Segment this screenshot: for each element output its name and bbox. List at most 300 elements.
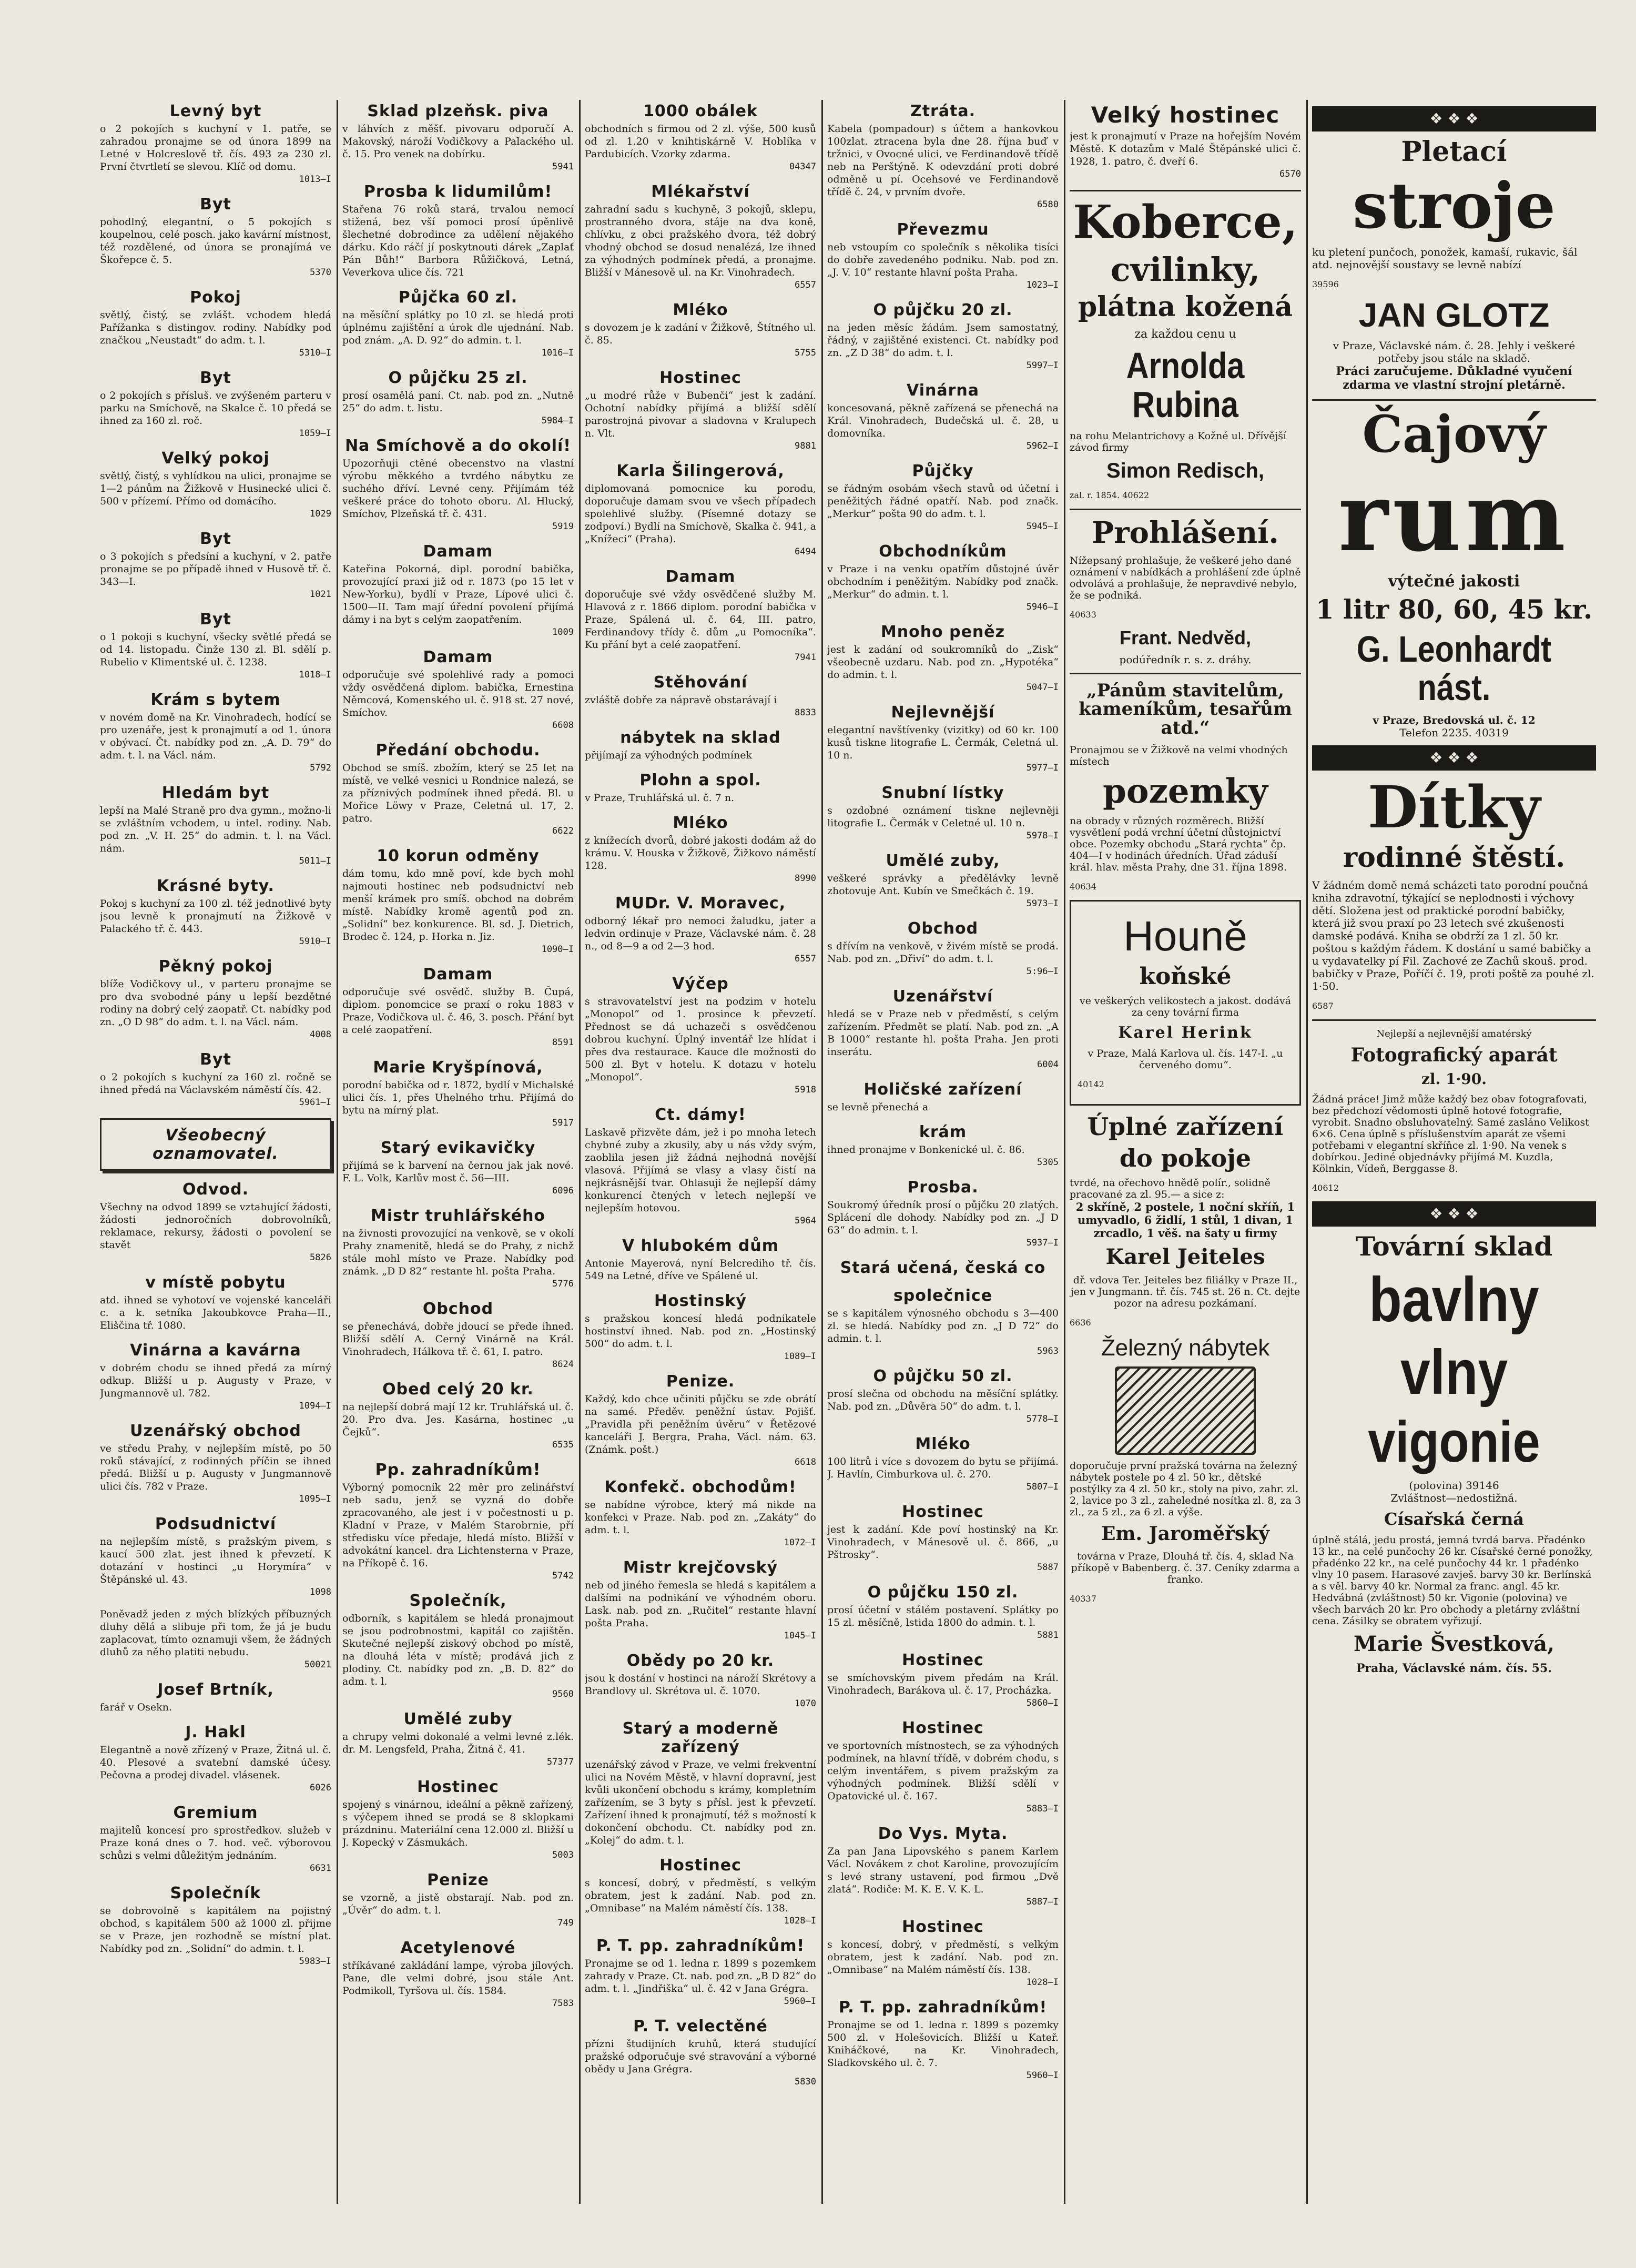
ad-ref: 5984—I: [541, 416, 574, 426]
ad-body: s ozdobné oznámení tiskne nejlevněji litografie L. Čermák v Celetné ul. 10 n.: [827, 805, 1059, 829]
column-6: [1312, 100, 1601, 2204]
ad-body: farář v Osekn.: [100, 1702, 172, 1713]
ad-title: Půjčka 60 zl.: [398, 288, 518, 307]
vigonie-sub: [1312, 1479, 1596, 1492]
divider: [1312, 1019, 1596, 1021]
ad-title: Podsudnictví: [155, 1515, 277, 1533]
ad-ref: 1018—I: [299, 670, 331, 680]
ad-body: o 2 pokojích s kuchyní v 1. patře, se zahradou pronajme se od února 1899 na Letné v Holcreslově tř. čís. 493 za 230 zl. První čtvrtletí se slevou. Klíč od domu.: [100, 123, 331, 173]
ad-body: na měsíční splátky po 10 zl. se hledá proti úplnému zajištění a úrok dle ujednání. Nab. pod znám. „A. D. 92“ do admin. t. l.: [342, 309, 574, 346]
zelezny-body: doporučuje první pražská továrna na železný nábytek postele po 4 zl. 50 kr., dětské postýlky za 4 zl. 50 kr., stoly na pivo, zahr. zl. 2, lavice po 3 zl., zaheledné nosítka zl. 8, za 3 zl., za 5 zl., za 6 zl. a výše.: [1070, 1460, 1301, 1518]
simon-year: zal. r. 1854.: [1070, 490, 1120, 501]
ad-ref: 5963: [1037, 1346, 1059, 1356]
column-3: [585, 100, 823, 2204]
ad-title: Umělé zuby,: [886, 852, 1000, 870]
ad-body: blíže Vodičkovy ul., v parteru pronajme se pro dva svobodné pány u lepší bezdětné rodiny na dobrý celý zaopatř. Ct. nabídky pod zn. „O D 98“ do adm. t. l. na Václ. nám.: [100, 978, 331, 1028]
pozemky-body: na obrady v různých rozměrech. Bližší vysvětlení podá vrchní účetní důstojnictví obce. Pozemky obchodu „Stará rychta“ čp. 404—I v hodinách úředních. Úřad záduší král. hlav. města Prahy, dne 31. října 1898.: [1070, 815, 1287, 873]
ad-ref: 4008: [310, 1029, 331, 1040]
ad-ref: 5860—I: [1026, 1698, 1059, 1708]
classified-ad: [827, 1825, 1059, 1908]
classified-ad: [827, 1367, 1059, 1425]
zarizeni-items: 2 skříně, 2 postele, 1 noční skříň, 1 umyvadlo, 6 židlí, 1 stůl, 1 divan, 1 zrcadlo, 1 věš. na šaty u firmy: [1075, 1200, 1295, 1240]
glotz-body: v Praze, Václavské nám. č. 28. Jehly i veškeré potřeby jsou stále na skladě.: [1333, 339, 1576, 364]
ad-body: Kabela (pompadour) s účtem a hankovkou 100zlat. ztracena byla dne 28. října buď v tržnici, v Ovocné ulici, ve Ferdinandově třídě neb na Perštýně. K odevzdání proti dobré odměně u pí. Ocehsové ve Ferdinandově třídě č. 24, v prvním dvoře.: [827, 123, 1059, 198]
ad-ref: 5960—I: [784, 1996, 816, 2007]
ad-body: o 2 pokojích s kuchyní za 160 zl. ročně se ihned předá na Václavském náměstí čís. 42.: [100, 1071, 331, 1096]
classified-ad: [100, 691, 331, 774]
classified-ad: [100, 1118, 331, 1171]
ad-body: pohodlný, elegantní, o 5 pokojích s koupelnou, celé posch. jako kavární místnost, též rozdělené, od února se pronajímá ve Škořepce č. 5.: [100, 216, 331, 266]
ad-ref: 5310—I: [299, 348, 331, 358]
classified-ad: [827, 623, 1059, 694]
ad-title: MUDr. V. Moravec,: [615, 894, 786, 913]
ad-ref: 7941: [795, 652, 816, 663]
ad-title: Hostinec: [417, 1778, 499, 1796]
ad-body: v láhvích z měšť. pivovaru odporučí A. Makovský, nároží Vodičkovy a Palackého ul. č. 15. Pro venek na dobírku.: [342, 123, 574, 160]
classified-ad: [100, 102, 331, 186]
classified-ad: [342, 1207, 574, 1290]
classified-ad: [585, 728, 816, 762]
ad-title: Konfekč. obchodům!: [604, 1478, 797, 1496]
classified-ad: [827, 1719, 1059, 1815]
pozemky-heading: pozemky: [1103, 771, 1268, 811]
leonhardt-tel-text: Telefon 2235.: [1399, 726, 1472, 739]
ad-title: Výčep: [672, 975, 729, 993]
pletaci-heading: Pletací: [1401, 136, 1507, 168]
ad-ref: 5887—I: [1026, 1897, 1059, 1907]
ad-body: Soukromý úředník prosí o půjčku 20 zlatých. Splácení dle dohody. Nabídky pod zn. „J D 63“ do admin. t. l.: [827, 1199, 1059, 1236]
ad-ref: 5910—I: [299, 936, 331, 947]
ad-title: Nejlevnější: [891, 703, 995, 722]
ad-ref: 1045—I: [784, 1631, 816, 1641]
ad-title: Stěhování: [653, 673, 748, 692]
ad-ref: 6557: [795, 280, 816, 290]
ad-body: Výborný pomocník 22 měr pro zelinářství neb sadu, jenž se vyzná do dobře zpracovaného, ale jest i v počestnosti u p. Kladní v Praze, v Malém Starobrnie, pří středisku více předaje, hledá místo. Bližší v advokátní kancel. dra Lichtensterna v Praze, na Příkopě č. 16.: [342, 1482, 574, 1569]
ad-body: s koncesí, dobrý, v předměstí, s velkým obratem, jest k zadání. Nab. pod zn. „Omnibase“ na Malém náměstí čís. 138.: [827, 1939, 1059, 1976]
em-body: továrna v Praze, Dlouhá tř. čís. 4, sklad Na příkopě v Babenberg. č. 37. Ceníky zdarma a franko.: [1071, 1551, 1300, 1586]
pozemky-ref: 40634: [1070, 881, 1096, 892]
ad-body: zvláště dobře za nápravě obstarávají i: [585, 694, 777, 706]
classified-ad: [342, 1058, 574, 1129]
ad-ref: 5003: [552, 1850, 574, 1860]
ad-title: V hlubokém dům: [622, 1237, 779, 1255]
classified-ad: [100, 784, 331, 867]
ad-title: Plohn a spol.: [639, 771, 761, 789]
ad-body: v dobrém chodu se ihned předá za mírný odkup. Bližší u p. Augusty v Praze, v Jungmannově ul. 782.: [100, 1362, 331, 1399]
ad-ref: 50021: [304, 1659, 331, 1670]
simon-redisch: Simon Redisch,: [1106, 459, 1265, 483]
classified-ad: [827, 1583, 1059, 1642]
ad-body: Antonie Mayerová, nyní Belcrediho tř. čís. 549 na Letné, dříve ve Spálené ul.: [585, 1258, 816, 1282]
ad-title: Mnoho peněz: [880, 623, 1005, 641]
ad-velky-hostinec: [1070, 102, 1301, 180]
classified-ad: [100, 1180, 331, 1264]
ad-title: Obchod: [422, 1300, 494, 1318]
classified-ad: [342, 965, 574, 1049]
rodinne-ref: 6587: [1312, 1000, 1334, 1011]
classified-ad: [100, 1608, 331, 1671]
rum-heading: rum: [1338, 461, 1570, 573]
ad-title: Převezmu: [897, 220, 989, 239]
zvlastnost: Zvláštnost—nedostižná.: [1390, 1491, 1518, 1504]
ad-body: se dobrovolně s kapitálem na pojistný obchod, s kapitálem 500 až 1000 zl. přijme se v Praze, jen rozhodně se místní plat. Nabídky pod zn. „Solidní“ do admin. t. l.: [100, 1905, 331, 1955]
classified-ad: [342, 1139, 574, 1197]
houne-body: ve veškerých velikostech a jakost. dodává za ceny tovární firma: [1079, 995, 1292, 1019]
classified-ad: [827, 1435, 1059, 1493]
jeiteles-body: dř. vdova Ter. Jeiteles bez filiálky v Praze II., jen v Jungmann. tř. čís. 745 st. 26 n. Ct. dejte pozor na adresu pozkámaní.: [1070, 1274, 1300, 1310]
ad-body: se nabídne výrobce, který má nikde na konfekci v Praze. Nab. pod zn. „Zakáty“ do adm. t. l.: [585, 1499, 816, 1536]
classified-ad: [100, 449, 331, 520]
ad-ref: 1059—I: [299, 428, 331, 439]
ad-title: Všeobecný oznamovatel.: [100, 1118, 331, 1171]
classified-ad: [827, 1178, 1059, 1249]
ad-ref: 6535: [552, 1440, 574, 1450]
classified-ad: [827, 784, 1059, 842]
ad-title: společnice: [893, 1287, 993, 1305]
ad-title: Starý evikavičky: [380, 1139, 536, 1157]
ad-ref: 6618: [795, 1457, 816, 1467]
vigonie-heading: vigonie: [1368, 1410, 1540, 1475]
em-ref: 40337: [1070, 1594, 1096, 1604]
ad-body: 100 litrů i více s dovozem do bytu se přijímá. J. Havlín, Cimburkova ul. č. 270.: [827, 1456, 1059, 1480]
ad-body: s stravovatelství jest na podzim v hotelu „Monopol“ od 1. prosince k převzetí. Přednost se dá uchazeči s osvědčenou dobrou kuchyní. Úplný inventář lze hlídat i přes dva restaurace. Kauce dle možnosti do 500 zl. Byt v hotelu. K dotazu v hotelu „Monopol“.: [585, 996, 816, 1083]
ad-title: Mistr krejčovský: [623, 1558, 778, 1577]
ad-body: Každý, kdo chce učiniti půjčku se zde obrátí na samé. Předěv. peněžní ústav. Pojišť. „Pravidla při peněžním úvěru“ v Řetězové kanceláři J. Bergra, Praha, Václ. nám. 63. (Známk. pošt.): [585, 1393, 816, 1455]
ad-title: Penize.: [666, 1372, 735, 1391]
ad-ref: 5919: [552, 521, 574, 532]
leonhardt-tel: [1312, 726, 1596, 739]
iron-bed-illustration: [1115, 1366, 1256, 1455]
classified-ad: [827, 919, 1059, 978]
ad-body: odborník, s kapitálem se hledá pronajmout se jsou podrobnostmi, kapitál co zajištěn. Skutečné nejlepší ziskový obchod po místě, na dlouhá léta v místě; prodává jich z plodiny. Ct. nabídky pod zn. „B. D. 82“ do adm. t. l.: [342, 1613, 574, 1687]
ad-body: se smíchovským pivem předám na Král. Vinohradech, Barákova ul. č. 17, Procházka.: [827, 1672, 1059, 1696]
ad-ref: 5937—I: [1026, 1238, 1059, 1248]
classified-ad: [827, 987, 1059, 1071]
tovarni-heading: Tovární sklad: [1355, 1230, 1553, 1262]
cajovy-heading: Čajový: [1362, 404, 1546, 464]
ad-ref: 1013—I: [299, 174, 331, 185]
ad-ref: 5792: [310, 763, 331, 773]
ad-body: dám tomu, kdo mně poví, kde bych mohl najmouti hostinec neb podsudnictví neb menší krámek pro smíš. obchod na dobrém místě. Nabídky kromě agentů pod zn. „Solidní“ bez konkurence. Bl. sd. J. Dietrich, Brodec č. 124, p. Horka n. Jiz.: [342, 868, 574, 943]
ad-title: Krám s bytem: [150, 691, 281, 709]
ad-title: Starý a moderně zařízený: [622, 1719, 779, 1756]
zarizeni-heading: Úplné zařízení: [1087, 1112, 1284, 1141]
classified-ad: [827, 1259, 1059, 1277]
ad-title: Mistr truhlářského: [370, 1207, 546, 1225]
ad-title: Byt: [200, 530, 231, 548]
ad-title: Karla Šilingerová,: [616, 462, 785, 480]
ad-ref: 8833: [795, 707, 816, 718]
ad-body: v Praze, Truhlářská ul. č. 7 n.: [585, 792, 735, 804]
stroje-ref: 39596: [1312, 279, 1339, 289]
classified-ad: [827, 462, 1059, 533]
karel-herink: Karel Herink: [1118, 1024, 1253, 1042]
ad-title: Acetylenové: [400, 1939, 516, 1957]
koberce-heading: Koberce,: [1073, 196, 1298, 249]
classified-ad: [342, 1778, 574, 1861]
classified-ad: [585, 1106, 816, 1227]
simon-ref-number: 40622: [1122, 490, 1150, 501]
ad-title: Byt: [200, 195, 231, 214]
ad-title: Hostinec: [902, 1719, 984, 1737]
ad-body: ve sportovních místnostech, se za výhodných podmínek, na hlavní třídě, v dobrém chodu, s celým inventářem, s pivem pražským za výhodných podmínek. Bližší sdělí v Opatovické ul. č. 167.: [827, 1740, 1059, 1802]
leonhardt-ref: 40319: [1475, 726, 1509, 739]
classified-ad: [827, 381, 1059, 452]
classified-ad: [100, 1422, 331, 1505]
ad-body: Upozorňuji ctěné obecenstvo na vlastní výrobu měkkého a tvrdého nábytku ze suchého dříví. Levné ceny. Přijímám též veškeré práce do tohoto oboru. Al. Hlucký, Smíchov, Plzeňská tř. č. 431.: [342, 458, 574, 520]
ad-body: v novém domě na Kr. Vinohradech, hodící se pro uzenáře, jest k pronajmutí a od 1. února v obývací. Čt. nabídky pod zn. „A. D. 79“ do adm. t. l. na Václ. nám.: [100, 712, 331, 761]
ad-ref: 1095—I: [299, 1494, 331, 1504]
ad-ref: 6608: [552, 720, 574, 731]
ad-body: majitelů koncesí pro sprostředkov. služeb v Praze koná dnes o 7. hod. več. výborovou schůzi s velmi důležitým jednáním.: [100, 1825, 331, 1861]
ad-ref: 1021: [310, 589, 331, 600]
divider: [1070, 190, 1301, 191]
classified-ad: [827, 1651, 1059, 1709]
jan-glotz: JAN GLOTZ: [1358, 296, 1550, 334]
ad-body: jsou k dostání v hostinci na nároží Skrétovy a Brandlovy ul. Skrétova ul. č. 1070.: [585, 1673, 816, 1697]
ad-title: Velký pokoj: [161, 449, 270, 468]
ad-title: Mléko: [673, 301, 728, 319]
ad-title: Uzenářství: [892, 987, 993, 1006]
ad-ref: 6580: [1037, 199, 1059, 210]
ad-body: ve středu Prahy, v nejlepším místě, po 50 roků stávající, z rodinných příčin se ihned předá. Bližší u p. Augusty v Jungmannově ulici čís. 782 v Praze.: [100, 1443, 331, 1492]
classified-ad: [100, 1680, 331, 1714]
ad-ref: 8990: [795, 873, 816, 884]
panum-heading: „Pánům stavitelům, kameníkům, tesařům atd.“: [1079, 680, 1292, 739]
ad-ref: 5918: [795, 1085, 816, 1095]
ad-title: Na Smíchově a do okolí!: [345, 437, 571, 455]
classified-ad: [585, 771, 816, 804]
ad-body: odborný lékař pro nemoci žaludku, jater a ledvin ordinuje v Praze, Václavské nám. č. 28 n., od 8—9 a od 2—3 hod.: [585, 915, 816, 952]
platna-heading: plátna kožená: [1078, 291, 1293, 323]
ad-body: z knížecích dvorů, dobré jakosti dodám až do krámu. V. Houska v Žižkově, Žižkovo náměstí 128.: [585, 835, 816, 872]
karel-jeiteles: Karel Jeiteles: [1105, 1244, 1265, 1270]
ad-title: Hostinský: [654, 1292, 747, 1310]
ad-ref: 5977—I: [1026, 763, 1059, 773]
ad-title: Damam: [665, 568, 736, 586]
ad-title: v místě pobytu: [145, 1273, 286, 1292]
classified-ad: [342, 741, 574, 837]
zelezny-heading: Železný nábytek: [1101, 1335, 1270, 1361]
ad-body: Kateřina Pokorná, dipl. porodní babička, provozující praxi již od r. 1873 (po 15 let v New-Yorku), bydlí v Praze, Lípové ulici č. 1500—II. Tam mají úřední povolení přijímá dámy i na byt s celým zaopatřením.: [342, 563, 574, 625]
ad-title: Byt: [200, 369, 231, 387]
koberce-body: na rohu Melantrichovy a Kožné ul. Dřívější závod firmy: [1070, 430, 1287, 454]
ad-ref: 5997—I: [1026, 360, 1059, 371]
ad-body: neb od jiného řemesla se hledá s kapitálem a dalšími na podnikání ve výhodném oboru. Lask. nab. pod zn. „Ručitel“ restante hlavní pošta Praha.: [585, 1580, 816, 1629]
classified-ad: [585, 2017, 816, 2088]
ad-body: prosí slečna od obchodu na měsíční splátky. Nab. pod zn. „Důvěra 50“ do adm. t. l.: [827, 1388, 1059, 1412]
classified-ad: [827, 102, 1059, 211]
classified-ad: [585, 1856, 816, 1927]
ad-body: ihned pronajme v Bonkenické ul. č. 86.: [827, 1144, 1025, 1156]
ornament-banner: ❖ ❖ ❖: [1312, 1201, 1596, 1227]
ad-body: atd. ihned se vyhotoví ve vojenské kanceláři c. a k. setníka Jakoubkovce Praha—II., Eliščina tř. 1080.: [100, 1294, 331, 1331]
classified-ad: [342, 648, 574, 732]
ad-title: Umělé zuby: [403, 1710, 513, 1728]
ad-body: doporučuje své vždy osvědčené služby M. Hlavová z r. 1866 diplom. porodní babička v Praze, Spálená ul. č. 64, III. patro, Ferdinandovy třídy č. dům „u Pomocníka“. Ku přání byt a celé zaopatření.: [585, 589, 816, 651]
ad-body: uzenářský závod v Praze, ve velmi frekventní ulici na Novém Městě, v hlavní dopravní, jest kvůli ukončení obchodu s krámy, kompletním zařízením, se 3 byty s přísl. jest k převzetí. Zařízení ihned k pronajmutí, též s možností k dokončení obchodu. Ct. nabídky pod zn. „Kolej“ do adm. t. l.: [585, 1759, 816, 1846]
ad-title: Penize: [427, 1871, 489, 1889]
ad-body: na živnosti provozující na venkově, se v okolí Prahy znamenitě, hledá se do Prahy, z nichž stále mohl místo ve Praze. Nabídky pod známk. „D D 82“ restante hl. pošta Praha.: [342, 1228, 574, 1277]
classified-ad: [585, 673, 816, 719]
ad-ref: 1029: [310, 509, 331, 519]
ad-title: Hostinec: [902, 1651, 984, 1669]
vlny-heading: vlny: [1400, 1337, 1508, 1408]
ad-body: hledá se v Praze neb v předměstí, s celým zařízením. Předmět se platí. Nab. pod zn. „A B 1000“ restante hl. pošta Praha. Jen proti inserátu.: [827, 1008, 1059, 1058]
ad-title: O půjčku 25 zl.: [388, 369, 528, 387]
ad-ref: 5962—I: [1026, 441, 1059, 451]
do-pokoje-heading: do pokoje: [1119, 1143, 1252, 1172]
classified-ad: [585, 462, 816, 558]
classified-ad: [100, 1050, 331, 1109]
ad-body: prosí osamělá paní. Ct. nab. pod zn. „Nutně 25“ do adm. t. listu.: [342, 390, 574, 414]
karel-ref: 40142: [1078, 1079, 1104, 1089]
foto-ref: 40612: [1312, 1182, 1339, 1193]
ad-ref: 5883—I: [1026, 1804, 1059, 1814]
ad-title: Pěkný pokoj: [158, 957, 273, 976]
ad-title: Hostinec: [902, 1503, 984, 1521]
ad-body: a chrupy velmi dokonalé a velmi levné z.lék. dr. M. Lengsfeld, Praha, Žitná č. 41.: [342, 1731, 574, 1755]
ad-ref: 5941: [552, 161, 574, 172]
classified-ad: [585, 102, 816, 173]
ad-title: Společník,: [409, 1592, 507, 1610]
classified-ad: [342, 1939, 574, 2010]
ad-ref: 1009: [552, 627, 574, 637]
rum-price: 1 litr 80, 60, 45 kr.: [1315, 594, 1593, 625]
newspaper-page: [100, 100, 1594, 2204]
ad-ref: 5946—I: [1026, 602, 1059, 612]
classified-ad: [585, 1719, 816, 1847]
classified-ad: [585, 1652, 816, 1710]
ad-ref: 5961—I: [299, 1097, 331, 1108]
rodinne-heading: rodinné štěstí.: [1343, 842, 1566, 874]
ad-body: lepší na Malé Straně pro dva gymn., možno-li se zvláštním vchodem, u intel. rodiny. Nab. pod zn. „V. H. 25“ do admin. t. l. na Václ. nám.: [100, 805, 331, 854]
classified-ad: [100, 288, 331, 359]
ad-title: P. T. pp. zahradníkům!: [838, 1998, 1048, 2017]
cisarska-body: úplně stálá, jedu prostá, jemná tvrdá barva. Přadénko 13 kr., na celé punčochy 26 kr. Císařské černé ponožky, přadénko 22 kr., na celé punčochy 44 kr. 1 přadénko vlny 10 pasem. Harasové zavješ. barvy 30 kr. Berlínská a s věl. barvy 40 kr. Normal za franc. angl. 45 kr. Hedvábná (zvláštnost) 50 kr. Vigonie (polovina) ve všech barvách 20 kr. Pro obchody a pletárny zvláštní cena. Zásilky se obratem vyřizují.: [1312, 1534, 1593, 1627]
vigonie-sub-text: (polovina): [1409, 1479, 1462, 1492]
classified-ad: [100, 530, 331, 601]
ad-ref: 5881: [1037, 1630, 1059, 1641]
ad-title: Mlékařství: [651, 183, 750, 201]
ad-body: světlý, čistý, s vyhlídkou na ulici, pronajme se 1—2 pánům na Žižkově v Husinecké ulici č. 500 v přízemí. Přímo od domácího.: [100, 470, 331, 507]
ad-ref: 1028—I: [784, 1916, 816, 1926]
ad-title: Ztráta.: [910, 102, 976, 120]
divider: [1070, 509, 1301, 510]
bavlny-heading: bavlny: [1369, 1264, 1539, 1335]
ad-ref: 5011—I: [299, 856, 331, 866]
ad-title: Josef Brtník,: [157, 1680, 274, 1699]
ad-title: Damam: [423, 542, 493, 561]
ad-ref: 6557: [795, 954, 816, 964]
ad-title: Obchod: [907, 919, 979, 938]
classified-ad: [585, 894, 816, 965]
ad-title: Obchodníkům: [879, 542, 1007, 561]
ad-ref: 1094—I: [299, 1401, 331, 1411]
ornament-banner: ❖ ❖ ❖: [1312, 106, 1596, 131]
classified-ad: [827, 1998, 1059, 2082]
classified-ad: [100, 610, 331, 681]
ad-ref: 5830: [795, 2077, 816, 2087]
ad-ref: 1098: [310, 1587, 331, 1597]
em-jaromersky: Em. Jaroměřský: [1101, 1523, 1270, 1545]
column-5: [1070, 100, 1308, 2204]
ad-body: elegantní navštívenky (vizitky) od 60 kr. 100 kusů tiskne litografie L. Čermák, Celetná ul. 10 n.: [827, 724, 1059, 761]
ad-body: se přenechává, dobře jdoucí se přede ihned. Bližší sdělí A. Cerný Vinárně na Král. Vinohradech, Hálkova tř. č. 61, I. patro.: [342, 1321, 574, 1358]
ad-ref: 5:96—I: [1026, 966, 1059, 977]
classified-ad: [585, 1937, 816, 2008]
ad-title: Byt: [200, 1050, 231, 1069]
ad-ref: 5960—I: [1026, 2070, 1059, 2081]
ad-title: Do Vys. Myta.: [878, 1825, 1008, 1843]
ad-body: odporučuje své spolehlivé rady a pomoci vždy osvědčená diplom. babička, Ernestina Němcová, Komenského ul. č. 918 st. 27 nové, Smíchov.: [342, 669, 574, 718]
ad-body: Obchod se smíš. zbožím, který se 25 let na místě, ve velké vesnici u Rondnice nalezá, se za příznivých podmínek ihned předá. Bl. u Mořice Löwy v Praze, Celetná ul. 17, 2. patro.: [342, 762, 574, 824]
classified-ad: [827, 1287, 1059, 1358]
ad-body: jest k pronajmutí v Praze na hořejším Novém Městě. K dotazům v Malé Štěpánské ulici č. 1928, 1. patro, č. dveří 6.: [1070, 130, 1301, 167]
ad-title: Společník: [170, 1884, 261, 1902]
ad-title: Mléko: [915, 1435, 971, 1453]
simon-ref: [1070, 490, 1301, 500]
ad-ref: 5305: [1037, 1157, 1059, 1168]
ad-body: jest k zadání. Kde poví hostinský na Kr. Vinohradech, v Mánesově ul. č. 866, „u Pštrosky“.: [827, 1524, 1059, 1561]
ad-ref: 1072—I: [784, 1537, 816, 1548]
ad-title: Prosba k lidumilům!: [363, 183, 553, 201]
ad-title: Vinárna: [907, 381, 979, 400]
classified-ad: [100, 877, 331, 948]
ad-ref: 9881: [795, 441, 816, 451]
classified-ad: [342, 1461, 574, 1582]
classified-ad: [585, 1292, 816, 1363]
ad-ref: 1016—I: [541, 348, 574, 358]
ad-body: spojený s vinárnou, ideální a pěkně zařízený, s výčepem ihned se prodá se 8 sklopkami prázdninu. Materiální cena 12.000 zl. Bližší u J. Kopecký v Zásmukách.: [342, 1799, 574, 1848]
ad-body: se řádným osobám všech stavů od účetní i peněžitých řádné opatří. Nab. pod značk. „Merkur“ pošta 90 do adm. t. l.: [827, 483, 1059, 520]
classified-ad: [342, 1300, 574, 1371]
classified-ad: [827, 1123, 1059, 1169]
ad-ref: 6026: [310, 1783, 331, 1793]
ad-ref: 5887: [1037, 1562, 1059, 1573]
leonhardt: G. Leonhardt nást.: [1356, 628, 1552, 708]
ad-ref: 5964: [795, 1216, 816, 1226]
classified-ad: [342, 847, 574, 956]
ad-ref: 6004: [1037, 1059, 1059, 1070]
ad-ref: 5978—I: [1026, 831, 1059, 841]
ad-ref: 6096: [552, 1186, 574, 1196]
ad-body: „u modré růže v Bubenči“ jest k zadání. Ochotní nabídky přijímá a bližší sdělí parostrojná pivovar a sladovna v Kralupech n. Vlt.: [585, 390, 816, 439]
classified-ad: [827, 220, 1059, 291]
ad-body: Pokoj s kuchyní za 100 zl. též jednotlivé byty jsou levně k pronajmutí na Žižkově v Palackého tř. č. 443.: [100, 898, 331, 935]
ad-body: Elegantně a nově zřízený v Praze, Žitná ul. č. 40. Plesové a svatební damské účesy. Pečovna a prodej divadel. vlásenek.: [100, 1744, 331, 1781]
ad-ref: 6570: [1279, 169, 1301, 179]
classified-ad: [342, 183, 574, 279]
classified-ad: [342, 437, 574, 533]
ad-title: krám: [919, 1123, 967, 1141]
ad-title: Velký hostinec: [1091, 102, 1280, 128]
ad-title: Odvod.: [182, 1180, 249, 1199]
ad-title: O půjčku 150 zl.: [867, 1583, 1019, 1602]
ad-title: Ct. dámy!: [655, 1106, 746, 1124]
classified-ad: [585, 1372, 816, 1469]
classified-ad: [342, 102, 574, 173]
foto-body: Žádná práce! Jimž může každý bez obav fotografovati, bez předchozí vědomosti úplně hotové fotografie, vyrobit. Snadno obsluhovatelný. Samé zasláno Velikost 6×6. Cena úplně s příslušenstvím aparát ze všemi potřebami v elegantní skříňce zl. 1·90. Na venek s dobírkou. Jediné objednávky přijímá M. Kuzdla, Kölnkin, Vídeň, Berggasse 8.: [1312, 1093, 1589, 1174]
ad-body: odporučuje své osvědč. služby B. Čupá, diplom. ponomcice se praxí o roku 1883 v Praze, Vodičkova ul. č. 46, 3. posch. Přání byt a celé zaopatření.: [342, 986, 574, 1036]
houne-ad: [1070, 900, 1301, 1106]
ad-ref: 5807—I: [1026, 1482, 1059, 1492]
ad-title: 1000 obálek: [643, 102, 758, 120]
ad-body: s dovozem je k zadání v Žižkově, Štítného ul. č. 85.: [585, 322, 816, 346]
ad-body: přijímají za výhodných podmínek: [585, 750, 753, 761]
arnold-rubin-heading: Arnolda Rubina: [1126, 345, 1245, 425]
karel-body: v Praze, Malá Karlova ul. čís. 147-I. „u červeného domu“.: [1088, 1047, 1283, 1071]
